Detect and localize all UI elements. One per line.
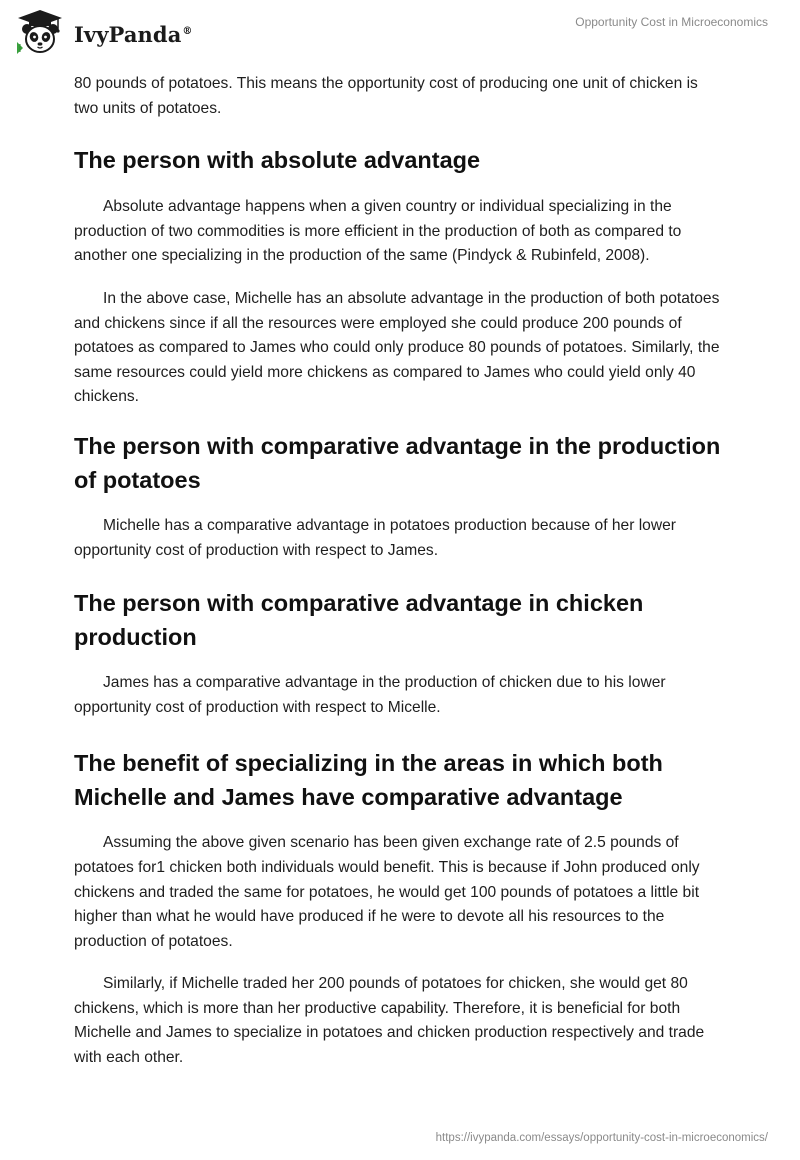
ivypanda-logo[interactable] — [14, 8, 193, 56]
brand-name — [74, 22, 193, 47]
page-header — [0, 0, 800, 70]
section-absolute-advantage — [74, 143, 726, 410]
registered-mark: ® — [182, 25, 193, 37]
section-heading: The benefit of specializing in the areas in which both Michelle and James have comparative advantage — [74, 750, 663, 811]
section-heading: The person with absolute advantage — [74, 147, 481, 174]
paragraph: Similarly, if Michelle traded her 200 pounds of potatoes for chicken, she would get 80 chickens, which is more than her productive capability. Therefore, it is beneficial for both Michelle and James to specialize in potatoes and chicken production respectively and trade with each other. — [74, 975, 705, 1067]
paragraph: Absolute advantage happens when a given country or individual specializing in the production of two commodities is more efficient in the production of both as compared to another one specializing in the production of the same (Pindyck & Rubinfeld, 2008). — [74, 198, 682, 265]
section-heading: The person with comparative advantage in the production of potatoes — [74, 432, 721, 493]
paragraph: Michelle has a comparative advantage in potatoes production because of her lower opportunity cost of production with respect to James. — [74, 516, 676, 559]
essay-body — [74, 72, 726, 1091]
section-benefit-of-specializing — [74, 746, 726, 1070]
brand-name-text: IvyPanda — [74, 21, 182, 47]
paragraph: In the above case, Michelle has an absolute advantage in the production of both potatoes and chickens since if all the resources were employed she could produce 200 pounds of potatoes as compared to James who could only produce 80 pounds of potatoes. Similarly, the same resources could yield more chickens as compared to James who could yield only 40 chickens. — [74, 289, 720, 406]
section-heading: The person with comparative advantage in chicken production — [74, 590, 644, 651]
paragraph: Assuming the above given scenario has been given exchange rate of 2.5 pounds of potatoes for1 chicken both individuals would benefit. This is because if John produced only chickens and traded the same for potatoes, he would get 100 pounds of potatoes a little bit higher than what he would have produced if he were to devote all his resources to the production of potatoes. — [74, 834, 700, 950]
source-link[interactable]: https://ivypanda.com/essays/opportunity-cost-in-microeconomics/ — [435, 1132, 768, 1144]
section-comparative-advantage-potatoes — [74, 429, 726, 563]
document-title: Opportunity Cost in Microeconomics — [575, 15, 768, 29]
panda-graduate-icon — [14, 8, 66, 56]
paragraph: James has a comparative advantage in the production of chicken due to his lower opportunity cost of production with respect to Micelle. — [74, 674, 666, 716]
section-comparative-advantage-chicken — [74, 586, 726, 720]
intro-paragraph: 80 pounds of potatoes. This means the opportunity cost of producing one unit of chicken is two units of potatoes. — [74, 75, 698, 117]
